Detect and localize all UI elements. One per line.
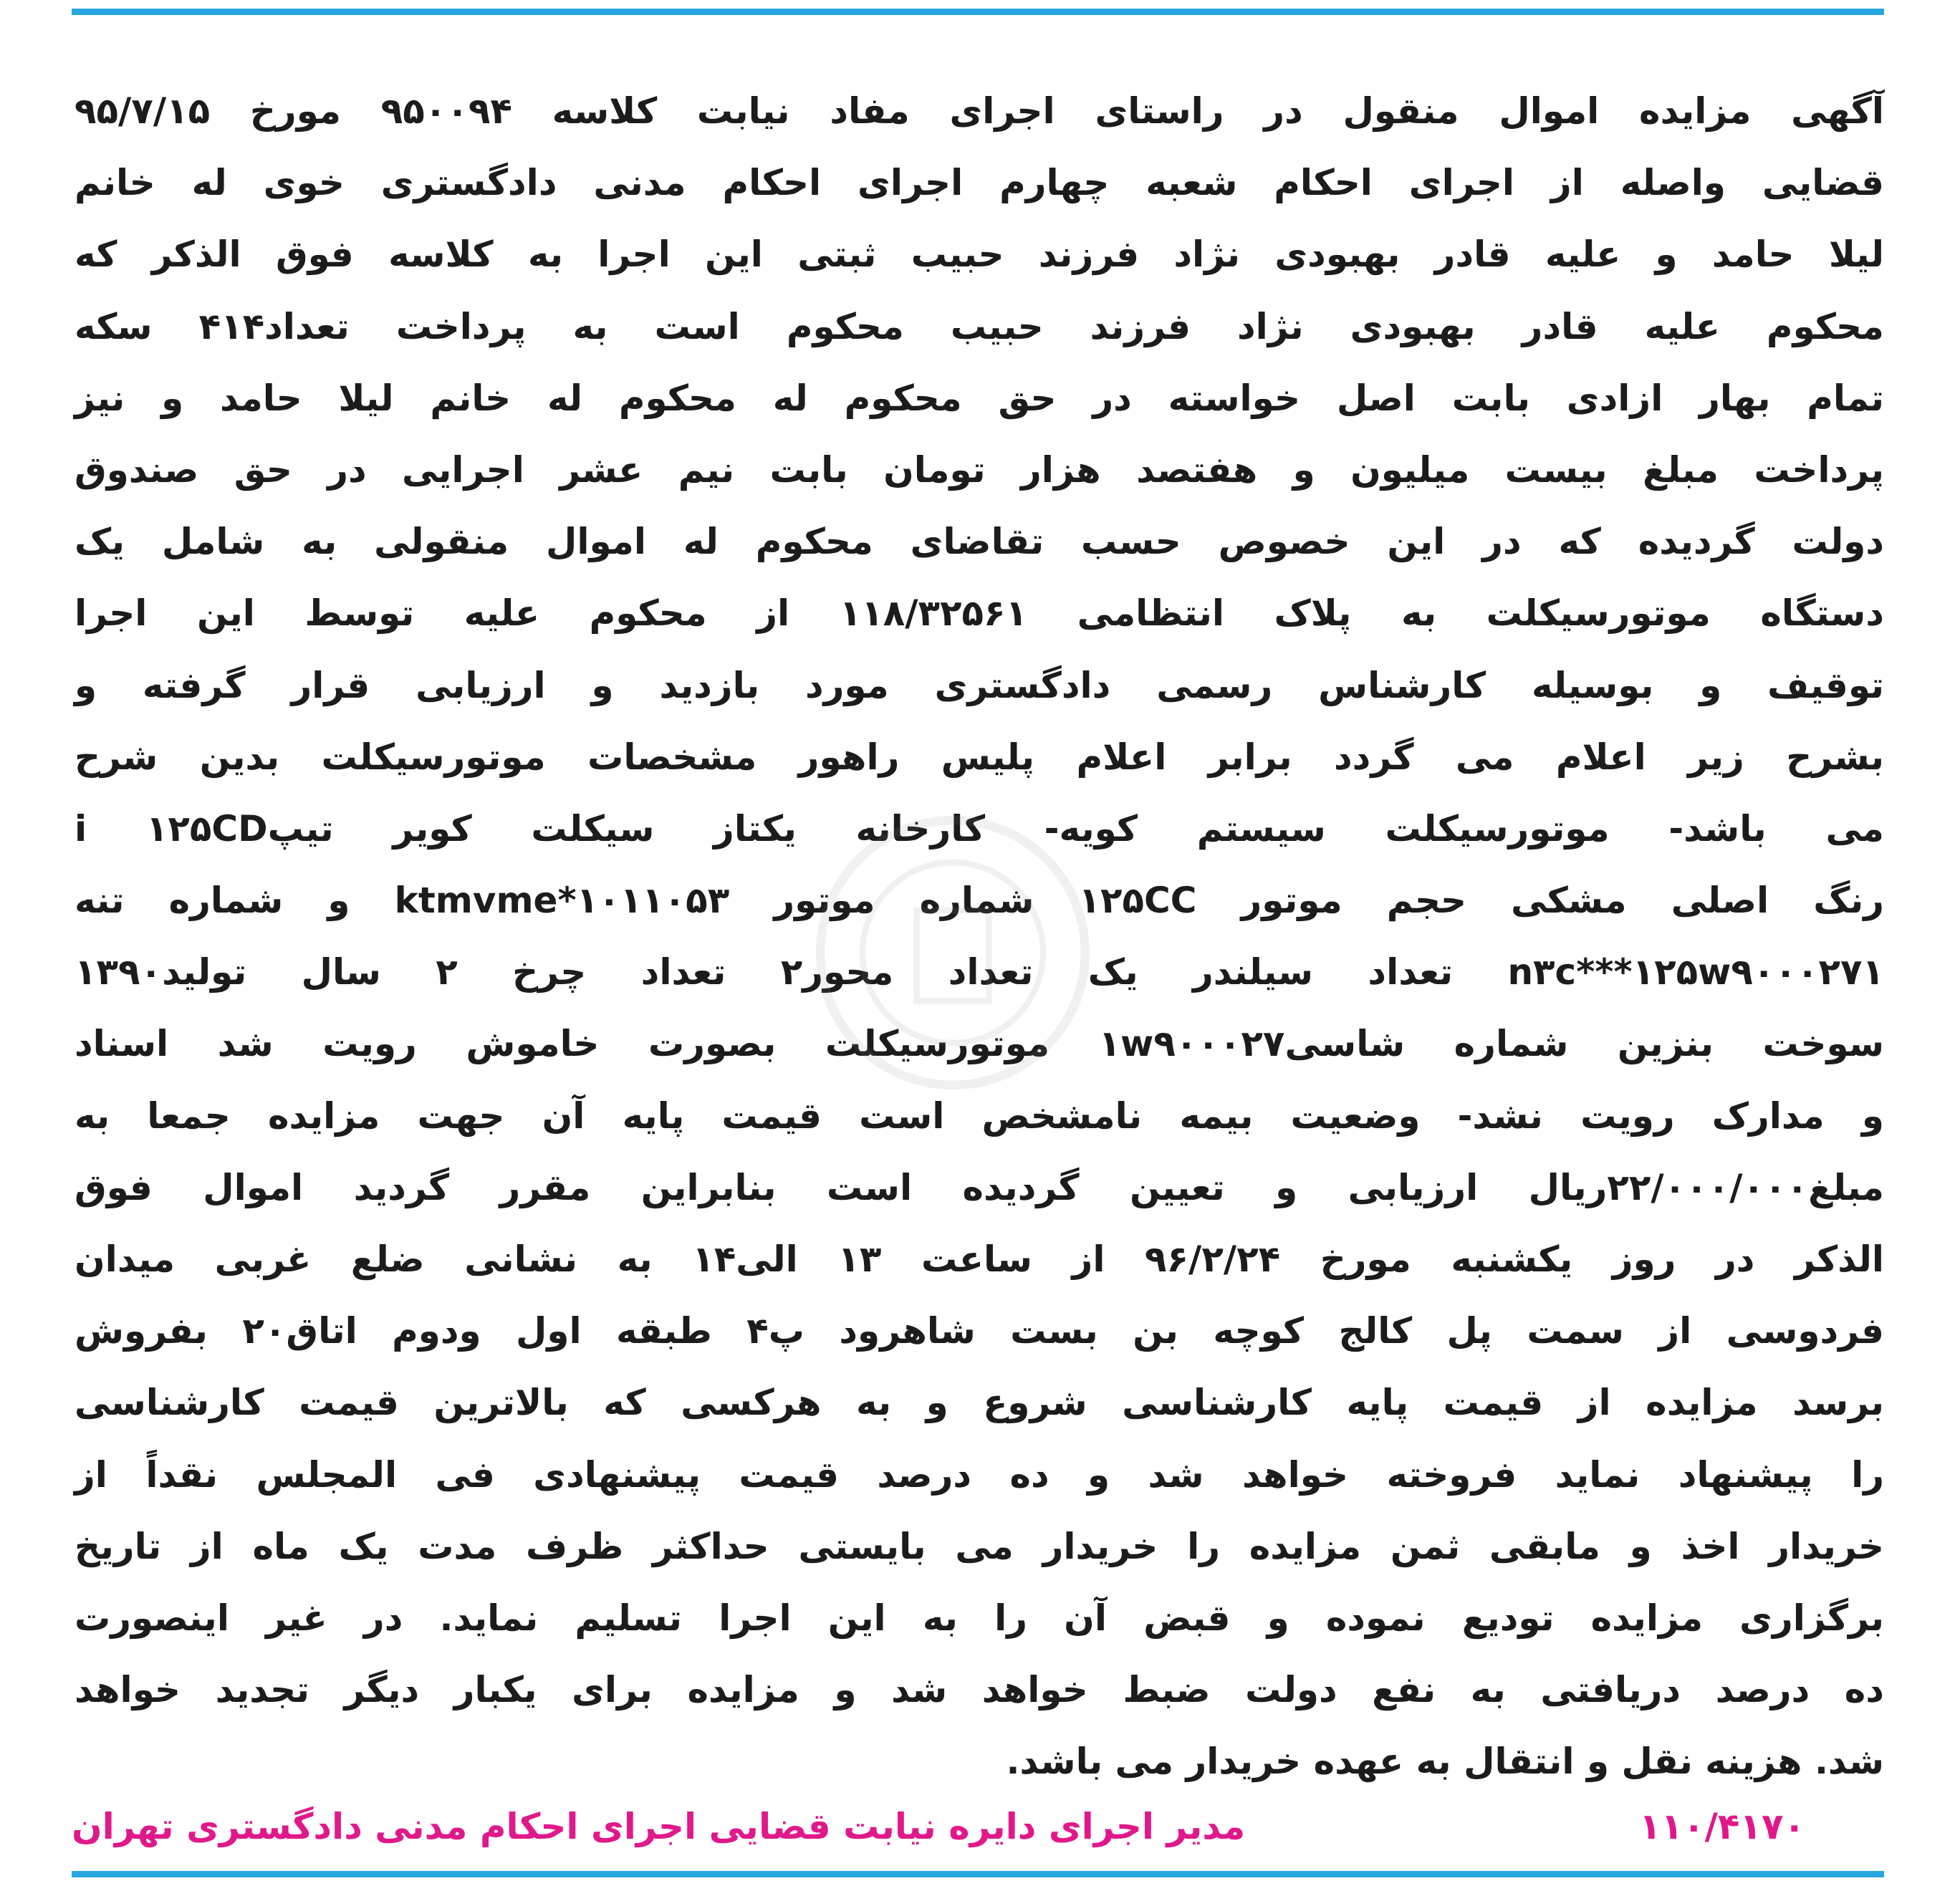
notice-line: ده درصد دریافتی به نفع دولت ضبط خواهد شد و مزایده برای یکبار دیگر تجدید خواهد xyxy=(75,1669,1884,1711)
notice-line: مبلغ۲۲/۰۰۰/۰۰۰ریال ارزیابی و تعیین گردیده است بنابراین مقرر گردید اموال فوق xyxy=(75,1166,1884,1208)
notice-reference-code: ۱۱۰/۴۱۷۰ xyxy=(1639,1806,1805,1847)
notice-line: و مدارک رویت نشد- وضعیت بیمه نامشخص است قیمت پایه آن جهت مزایده جمعا به xyxy=(75,1094,1884,1137)
issuer-signature: مدیر اجرای دایره نیابت قضایی اجرای احکام مدنی دادگستری تهران xyxy=(72,1806,1246,1847)
notice-line: قضایی واصله از اجرای احکام شعبه چهارم اجرای احکام مدنی دادگستری خوی له خانم xyxy=(75,162,1884,204)
notice-line: دولت گردیده که در این خصوص حسب تقاضای محکوم له اموال منقولی به شامل یک xyxy=(75,521,1884,563)
notice-line: الذکر در روز یکشنبه مورخ ۹۶/۲/۲۴ از ساعت ۱۳ الی۱۴ به نشانی ضلع غربی میدان xyxy=(75,1238,1884,1280)
notice-line: آگهی مزایده اموال منقول در راستای اجرای مفاد نیابت کلاسه ۹۵۰۰۹۴ مورخ ۹۵/۷/۱۵ xyxy=(75,90,1884,132)
notice-line: رنگ اصلی مشکی حجم موتور ۱۲۵CC شماره موتور ktmvme*۱۰۱۱۰۵۳ و شماره تنه xyxy=(75,880,1884,922)
notice-line: لیلا حامد و علیه قادر بهبودی نژاد فرزند حبیب ثبتی این اجرا به کلاسه فوق الذکر که xyxy=(75,234,1884,276)
notice-line: خریدار اخذ و مابقی ثمن مزایده را خریدار می بایستی حداکثر ظرف مدت یک ماه از تاریخ xyxy=(75,1525,1884,1567)
notice-line: پرداخت مبلغ بیست میلیون و هفتصد هزار تومان بابت نیم عشر اجرایی در حق صندوق xyxy=(75,448,1884,491)
notice-line: شد. هزینه نقل و انتقال به عهده خریدار می باشد. xyxy=(1006,1741,1884,1783)
notice-line: برسد مزایده از قیمت پایه کارشناسی شروع و به هرکسی که بالاترین قیمت کارشناسی xyxy=(75,1382,1884,1424)
notice-line: دستگاه موتورسیکلت به پلاک انتظامی ۱۱۸/۳۲۵۶۱ از محکوم علیه توسط این اجرا xyxy=(75,592,1884,635)
notice-line: فردوسی از سمت پل کالج کوچه بن بست شاهرود پ۴ طبقه اول ودوم اتاق۲۰ بفروش xyxy=(75,1310,1884,1352)
top-border-line xyxy=(72,9,1884,15)
footer-signature-row xyxy=(72,1791,1884,1862)
watermark-stamp-icon xyxy=(802,802,1103,1103)
bottom-border-line xyxy=(72,1871,1884,1877)
notice-line: تمام بهار ازادی بابت اصل خواسته در حق محکوم له محکوم له خانم لیلا حامد و نیز xyxy=(75,377,1884,419)
notice-line: بشرح زیر اعلام می گردد برابر اعلام پلیس راهور مشخصات موتورسیکلت بدین شرح xyxy=(75,736,1884,778)
notice-line: سوخت بنزین شماره شاسی۱w۹۰۰۰۲۷ موتورسیکلت بصورت خاموش رویت شد اسناد xyxy=(75,1023,1884,1065)
notice-line: را پیشنهاد نماید فروخته خواهد شد و ده درصد قیمت پیشنهادی فی المجلس نقداً از xyxy=(75,1453,1884,1496)
notice-line: می باشد- موتورسیکلت سیستم کویه- کارخانه یکتاز سیکلت کویر تیپi ۱۲۵CD xyxy=(75,807,1884,850)
notice-line: محکوم علیه قادر بهبودی نژاد فرزند حبیب محکوم است به پرداخت تعداد۴۱۴ سکه xyxy=(75,305,1884,347)
notice-line: برگزاری مزایده تودیع نموده و قبض آن را به این اجرا تسلیم نماید. در غیر اینصورت xyxy=(75,1597,1884,1639)
notice-line: توقیف و بوسیله کارشناس رسمی دادگستری مورد بازدید و ارزیابی قرار گرفته و xyxy=(75,664,1884,706)
notice-line: n۳c***۱۲۵w۹۰۰۰۲۷۱ تعداد سیلندر یک تعداد محور۲ تعداد چرخ ۲ سال تولید۱۳۹۰ xyxy=(75,951,1884,993)
